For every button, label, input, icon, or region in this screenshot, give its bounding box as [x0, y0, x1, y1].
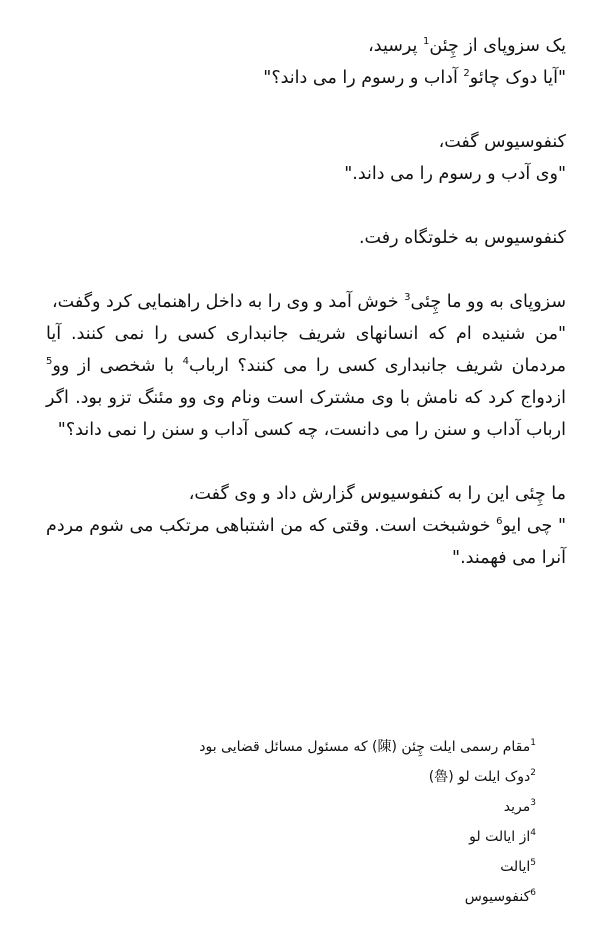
- footnote: [116, 852, 536, 882]
- stanza-3: [46, 222, 566, 254]
- footnote-text: ایالت: [500, 859, 531, 875]
- text-line: [46, 30, 566, 62]
- footnote-number: 4: [530, 828, 536, 838]
- footnote: [116, 732, 536, 762]
- paragraph: [46, 318, 566, 446]
- text-line: "وی آدب و رسوم را می داند.": [344, 164, 566, 184]
- text-span: با شخصی از وو: [52, 356, 183, 376]
- footnote-ref: 5: [46, 356, 53, 367]
- footnote-number: 1: [530, 738, 536, 748]
- footnote-text: مرید: [503, 799, 531, 815]
- footnote-number: 6: [530, 888, 536, 898]
- text-line: ما چِئی این را به کنفوسیوس گزارش داد و وی گفت،: [188, 484, 566, 504]
- footnote-number: 2: [530, 768, 536, 778]
- footnote-number: 5: [530, 858, 536, 868]
- text-span: "من شنیده ام که انسانهای شریف جانبداری کسی را نمی کنند. آیا مردمان شریف جانبداری کسی را می کنند؟ ارباب: [46, 324, 567, 376]
- text-line: کنفوسیوس گفت،: [438, 132, 566, 152]
- footnote-text: مقام رسمی ایلت چِئن (陳) که مسئول مسائل قضایی بود: [199, 739, 531, 755]
- footnote-text: کنفوسیوس: [464, 889, 531, 905]
- text-span: ازدواج کرد که نامش با وی مشترک است ونام وی وو مئنگ تزو بود. اگر ارباب آداب و سنن را می دانست، چه کسی آداب و سنن را نمی داند؟": [46, 388, 566, 440]
- footnotes: [116, 732, 536, 912]
- paragraph: [46, 286, 566, 318]
- footnote: [116, 792, 536, 822]
- text-span: "آیا دوک چائو: [469, 68, 566, 88]
- footnote: [116, 822, 536, 852]
- footnote-text: دوک ایلت لو (魯): [428, 769, 531, 785]
- text-span: خوشبخت است. وقتی که من اشتباهی مرتکب می شوم مردم آنرا می فهمند.": [46, 516, 566, 568]
- footnote: [116, 882, 536, 912]
- text-span: آداب و رسوم را می داند؟": [263, 68, 464, 88]
- footnote-ref: 4: [182, 356, 189, 367]
- paragraph: [46, 510, 566, 574]
- text-line: کنفوسیوس به خلوتگاه رفت.: [358, 228, 566, 248]
- footnote-ref: 3: [404, 292, 411, 303]
- document-body: [46, 30, 566, 574]
- text-span: یک سزوپای از چِئن: [429, 36, 566, 56]
- stanza-4: [46, 286, 566, 446]
- footnote-ref: 2: [463, 68, 470, 79]
- text-line: [46, 62, 566, 94]
- text-span: خوش آمد و وی را به داخل راهنمایی کرد وگفت،: [52, 292, 405, 312]
- text-span: " چی ایو: [502, 516, 566, 536]
- footnote-number: 3: [530, 798, 536, 808]
- stanza-5: [46, 478, 566, 574]
- footnote-ref: 1: [423, 36, 430, 47]
- stanza-1: [46, 30, 566, 94]
- text-span: سزوپای به وو ما چِئی: [410, 292, 566, 312]
- footnote: [116, 762, 536, 792]
- footnote-text: از ایالت لو: [469, 829, 531, 845]
- text-span: پرسید،: [368, 36, 423, 56]
- stanza-2: [46, 126, 566, 190]
- footnote-ref: 6: [496, 516, 503, 527]
